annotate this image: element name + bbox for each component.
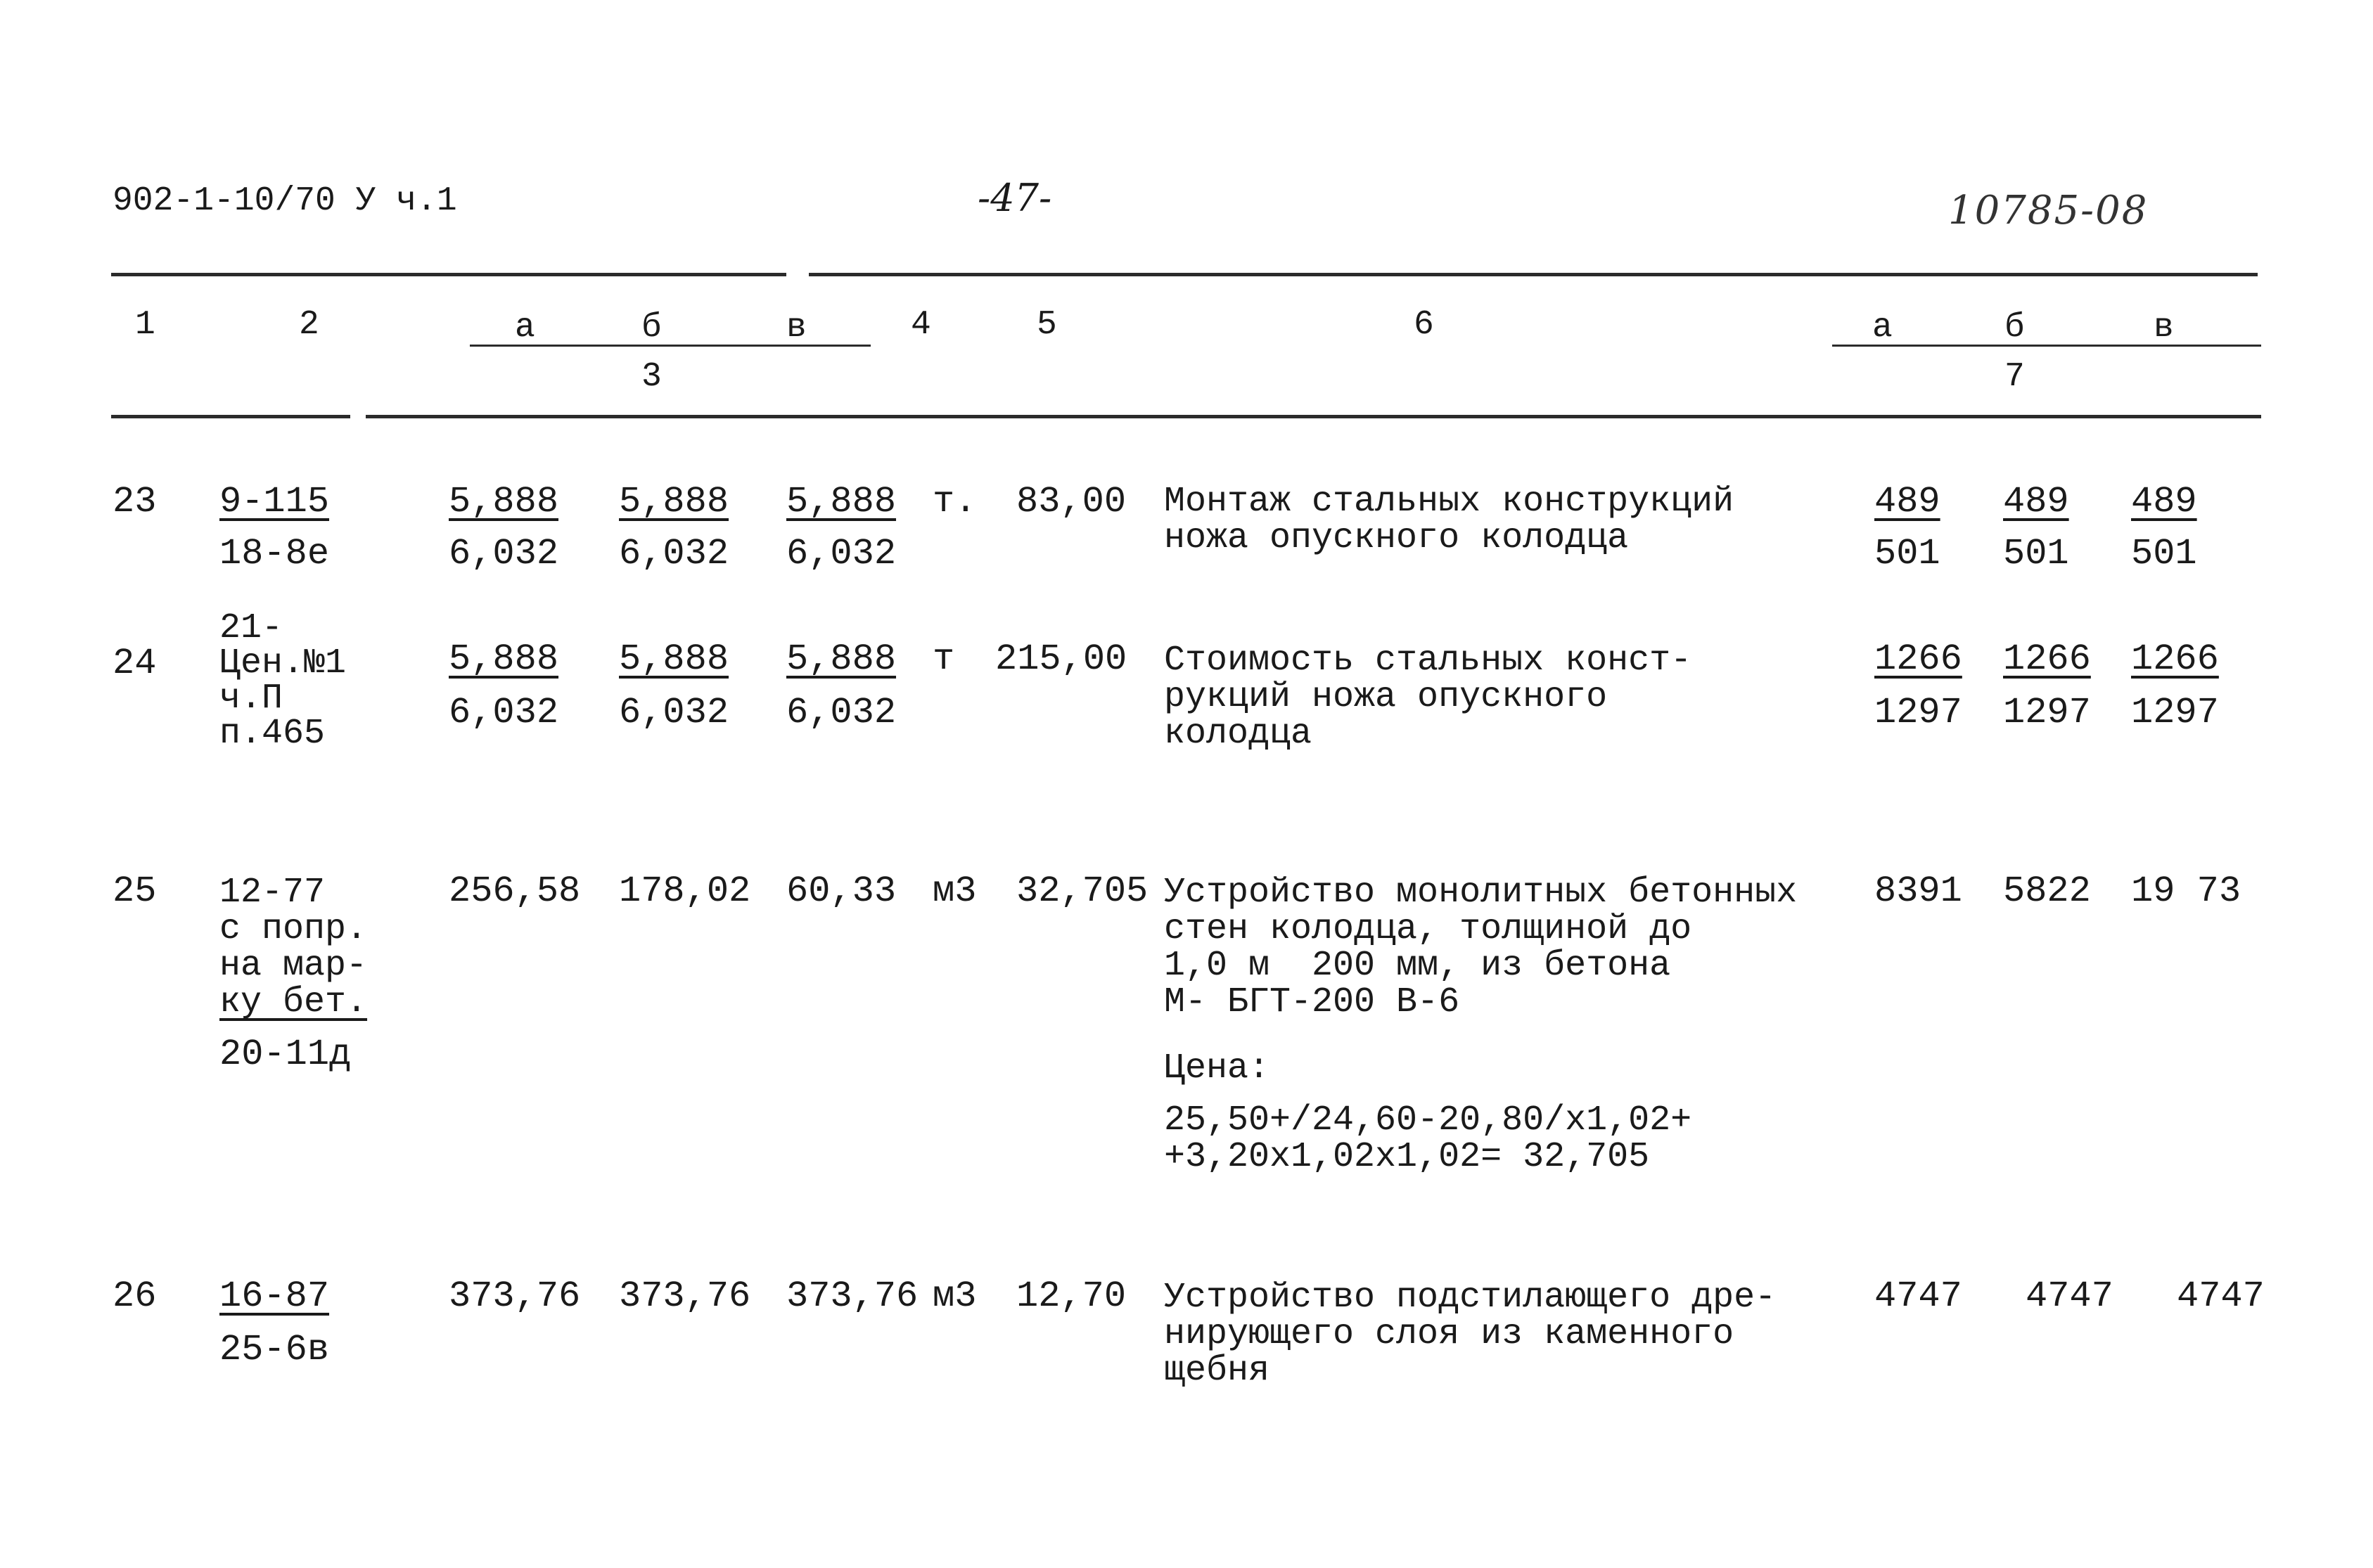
col-7v-header: в xyxy=(2154,309,2174,347)
unit: т xyxy=(933,638,955,680)
code-line: 12-77 xyxy=(219,873,326,913)
code-line: ч.П xyxy=(219,679,283,719)
code-line: на мар- xyxy=(219,946,368,986)
description-line: ножа опускного колодца xyxy=(1164,518,1629,558)
col-5-header: 5 xyxy=(1037,306,1057,344)
qty-v-bottom: 6,032 xyxy=(786,692,897,733)
description-line: Устройство подстилающего дре- xyxy=(1164,1278,1777,1318)
qty-a-top: 5,888 xyxy=(449,481,559,522)
qty-a-bottom: 6,032 xyxy=(449,692,559,733)
sum-b-top: 489 xyxy=(2003,481,2069,522)
sum-a-bottom: 1297 xyxy=(1874,692,1962,733)
qty-b-top: 5,888 xyxy=(619,481,729,522)
description-line: нирующего слоя из каменного xyxy=(1164,1314,1734,1354)
sum-v-top: 1266 xyxy=(2131,638,2219,680)
qty-v: 60,33 xyxy=(786,870,897,912)
sum-v-bottom: 1297 xyxy=(2131,692,2219,733)
description-line: щебня xyxy=(1164,1351,1270,1391)
sum-a-bottom: 501 xyxy=(1874,533,1940,574)
sum-a-top: 489 xyxy=(1874,481,1940,522)
sum-b-bottom: 1297 xyxy=(2003,692,2091,733)
norm-code: 9-115 xyxy=(219,481,330,522)
unit: м3 xyxy=(933,1275,977,1317)
sum-a-top: 1266 xyxy=(1874,638,1962,680)
col7-subheader-rule xyxy=(1832,345,2261,347)
qty-v-bottom: 6,032 xyxy=(786,533,897,574)
col-4-header: 4 xyxy=(911,306,931,344)
code-line: ку бет. xyxy=(219,982,368,1022)
unit: м3 xyxy=(933,870,977,912)
unit: т. xyxy=(933,481,977,522)
header-top-rule xyxy=(111,273,786,276)
code-line: 21- xyxy=(219,608,283,648)
document-code: 902-1-10/70 У ч.1 xyxy=(113,182,457,220)
col-3a-header: а xyxy=(515,309,535,347)
sum-b: 5822 xyxy=(2003,870,2091,912)
unit-price: 215,00 xyxy=(995,638,1127,680)
unit-price: 32,705 xyxy=(1016,870,1149,912)
unit-price: 12,70 xyxy=(1016,1275,1127,1317)
col-2-header: 2 xyxy=(299,306,319,344)
description-line: 1,0 м 200 мм, из бетона xyxy=(1164,946,1671,986)
description-line: Устройство монолитных бетонных xyxy=(1164,873,1798,913)
sum-v: 4747 xyxy=(2177,1275,2265,1317)
description-line: М- БГТ-200 В-6 xyxy=(1164,982,1460,1022)
col-3v-header: в xyxy=(786,309,807,347)
sum-v-top: 489 xyxy=(2131,481,2197,522)
price-code: 18-8е xyxy=(219,533,330,574)
price-label: Цена: xyxy=(1164,1048,1270,1088)
qty-v: 373,76 xyxy=(786,1275,919,1317)
code-line: п.465 xyxy=(219,714,326,754)
qty-b-top: 5,888 xyxy=(619,638,729,680)
sum-v: 19 73 xyxy=(2131,870,2241,912)
qty-a-top: 5,888 xyxy=(449,638,559,680)
norm-code: 16-87 xyxy=(219,1275,330,1317)
price-calculation-line: +3,20х1,02х1,02= 32,705 xyxy=(1164,1137,1650,1177)
qty-v-top: 5,888 xyxy=(786,481,897,522)
description-line: рукций ножа опускного xyxy=(1164,677,1608,717)
description-line: Стоимость стальных конст- xyxy=(1164,641,1692,681)
description-line: стен колодца, толщиной до xyxy=(1164,909,1692,949)
header-bottom-rule xyxy=(111,415,350,418)
stamp-number: 10785-08 xyxy=(1948,188,2149,233)
header-top-rule-right xyxy=(809,273,2258,276)
qty-a: 256,58 xyxy=(449,870,581,912)
qty-a: 373,76 xyxy=(449,1275,581,1317)
sum-a: 4747 xyxy=(1874,1275,1962,1317)
unit-price: 83,00 xyxy=(1016,481,1127,522)
price-code: 25-6в xyxy=(219,1329,330,1370)
row-number: 25 xyxy=(113,870,157,912)
header-bottom-rule-right xyxy=(366,415,2261,418)
qty-v-top: 5,888 xyxy=(786,638,897,680)
col-1-header: 1 xyxy=(135,306,155,344)
col-3b-header: б xyxy=(641,309,662,347)
col-7-header: 7 xyxy=(2004,358,2025,396)
code-line: с попр. xyxy=(219,909,368,949)
sum-b: 4747 xyxy=(2026,1275,2113,1317)
sum-b-top: 1266 xyxy=(2003,638,2091,680)
qty-b: 178,02 xyxy=(619,870,751,912)
col-7b-header: б xyxy=(2004,309,2025,347)
col-3-header: 3 xyxy=(641,358,662,396)
row-number: 23 xyxy=(113,481,157,522)
description-line: колодца xyxy=(1164,714,1312,754)
price-calculation-line: 25,50+/24,60-20,80/х1,02+ xyxy=(1164,1100,1692,1140)
sum-v-bottom: 501 xyxy=(2131,533,2197,574)
col-6-header: 6 xyxy=(1414,306,1434,344)
qty-b-bottom: 6,032 xyxy=(619,692,729,733)
page-number: -47- xyxy=(978,176,1052,220)
qty-b-bottom: 6,032 xyxy=(619,533,729,574)
row-number: 26 xyxy=(113,1275,157,1317)
qty-a-bottom: 6,032 xyxy=(449,533,559,574)
col-7a-header: а xyxy=(1872,309,1893,347)
description-line: Монтаж стальных конструкций xyxy=(1164,482,1734,522)
code-line: Цен.№1 xyxy=(219,643,347,683)
sum-b-bottom: 501 xyxy=(2003,533,2069,574)
sum-a: 8391 xyxy=(1874,870,1962,912)
row-number: 24 xyxy=(113,643,157,684)
price-code: 20-11д xyxy=(219,1034,352,1075)
qty-b: 373,76 xyxy=(619,1275,751,1317)
